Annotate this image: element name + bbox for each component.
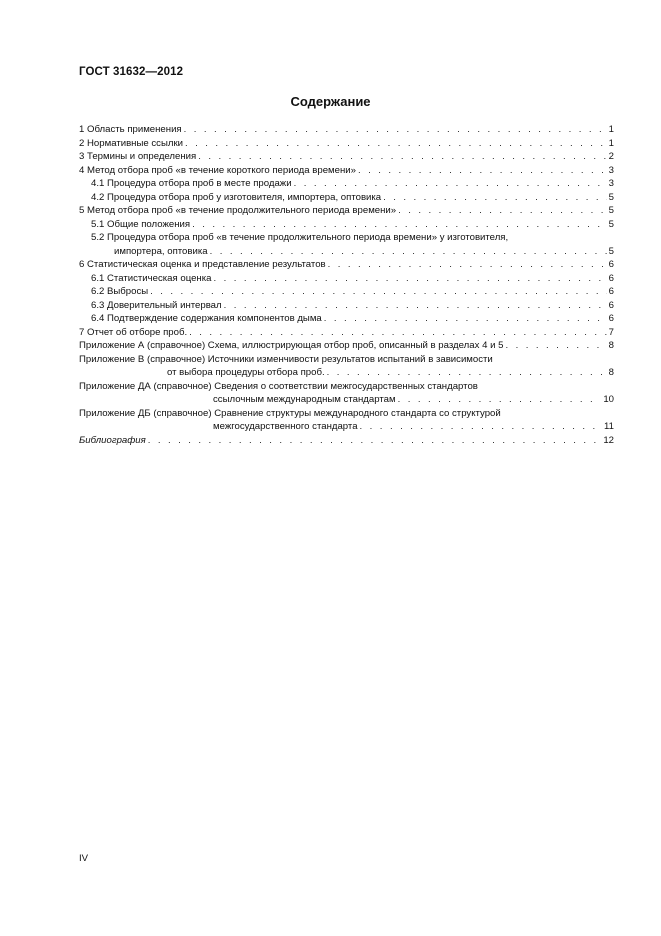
leader-dots — [185, 137, 607, 151]
toc-entry-4[interactable]: 4 Метод отбора проб «в течение короткого периода времени» . . . 3 — [79, 164, 614, 178]
leader-dots — [213, 272, 606, 286]
leader-dots — [224, 299, 607, 313]
leader-dots — [189, 326, 607, 340]
toc-entry-7[interactable]: 7 Отчет об отборе проб. . . . 7 — [79, 326, 614, 340]
leader-dots — [324, 312, 607, 326]
table-of-contents — [79, 123, 614, 447]
toc-entry-appendix-da-line2[interactable]: ссылочным международным стандартам . . . 10 — [79, 393, 614, 407]
leader-dots — [148, 434, 602, 448]
toc-entry-appendix-db-line1[interactable]: Приложение ДБ (справочное) Сравнение структуры международного стандарта со структурой — [79, 407, 501, 419]
toc-entry-appendix-b-line1[interactable]: Приложение В (справочное) Источники изменчивости результатов испытаний в зависимости — [79, 353, 493, 365]
toc-entry-6[interactable]: 6 Статистическая оценка и представление результатов . . . 6 — [79, 258, 614, 272]
leader-dots — [294, 177, 607, 191]
toc-entry-6-4[interactable]: 6.4 Подтверждение содержания компонентов дыма . . . 6 — [79, 312, 614, 326]
leader-dots — [327, 366, 607, 380]
toc-entry-6-2[interactable]: 6.2 Выбросы . . . 6 — [79, 285, 614, 299]
toc-entry-4-2[interactable]: 4.2 Процедура отбора проб у изготовителя, импортера, оптовика . . . 5 — [79, 191, 614, 205]
toc-entry-6-1[interactable]: 6.1 Статистическая оценка . . . 6 — [79, 272, 614, 286]
leader-dots — [150, 285, 607, 299]
leader-dots — [505, 339, 606, 353]
toc-entry-5-2-line2[interactable]: импортера, оптовика . . . 5 — [79, 245, 614, 259]
leader-dots — [210, 245, 607, 259]
toc-entry-appendix-b-line2[interactable]: от выбора процедуры отбора проб. . . . 8 — [79, 366, 614, 380]
leader-dots — [198, 150, 606, 164]
leader-dots — [184, 123, 607, 137]
toc-entry-5-2-line1[interactable]: 5.2 Процедура отбора проб «в течение продолжительного периода времени» у изготовителя, — [91, 232, 509, 243]
toc-entry-appendix-db-line2[interactable]: межгосударственного стандарта . . . 11 — [79, 420, 614, 434]
leader-dots — [383, 191, 607, 205]
standard-number: ГОСТ 31632—2012 — [79, 66, 184, 78]
page-title: Содержание — [290, 94, 371, 109]
toc-entry-appendix-a[interactable]: Приложение А (справочное) Схема, иллюстрирующая отбор проб, описанный в разделах 4 и 5 . . . 8 — [79, 339, 614, 353]
toc-entry-6-3[interactable]: 6.3 Доверительный интервал . . . 6 — [79, 299, 614, 313]
leader-dots — [398, 204, 607, 218]
toc-entry-appendix-da-line1[interactable]: Приложение ДА (справочное) Сведения о соответствии межгосударственных стандартов — [79, 380, 478, 392]
leader-dots — [398, 393, 602, 407]
toc-entry-4-1[interactable]: 4.1 Процедура отбора проб в месте продажи . . . 3 — [79, 177, 614, 191]
toc-entry-5-1[interactable]: 5.1 Общие положения . . . 5 — [79, 218, 614, 232]
leader-dots — [192, 218, 607, 232]
leader-dots — [358, 164, 607, 178]
toc-entry-3[interactable]: 3 Термины и определения . . . 2 — [79, 150, 614, 164]
toc-entry-5[interactable]: 5 Метод отбора проб «в течение продолжительного периода времени» . . . 5 — [79, 204, 614, 218]
toc-entry-1[interactable]: 1 Область применения . . . 1 — [79, 123, 614, 137]
leader-dots — [328, 258, 607, 272]
toc-entry-bibliography[interactable]: Библиография . . . 12 — [79, 434, 614, 448]
toc-entry-2[interactable]: 2 Нормативные ссылки . . . 1 — [79, 137, 614, 151]
leader-dots — [360, 420, 602, 434]
page-number: IV — [79, 853, 89, 864]
